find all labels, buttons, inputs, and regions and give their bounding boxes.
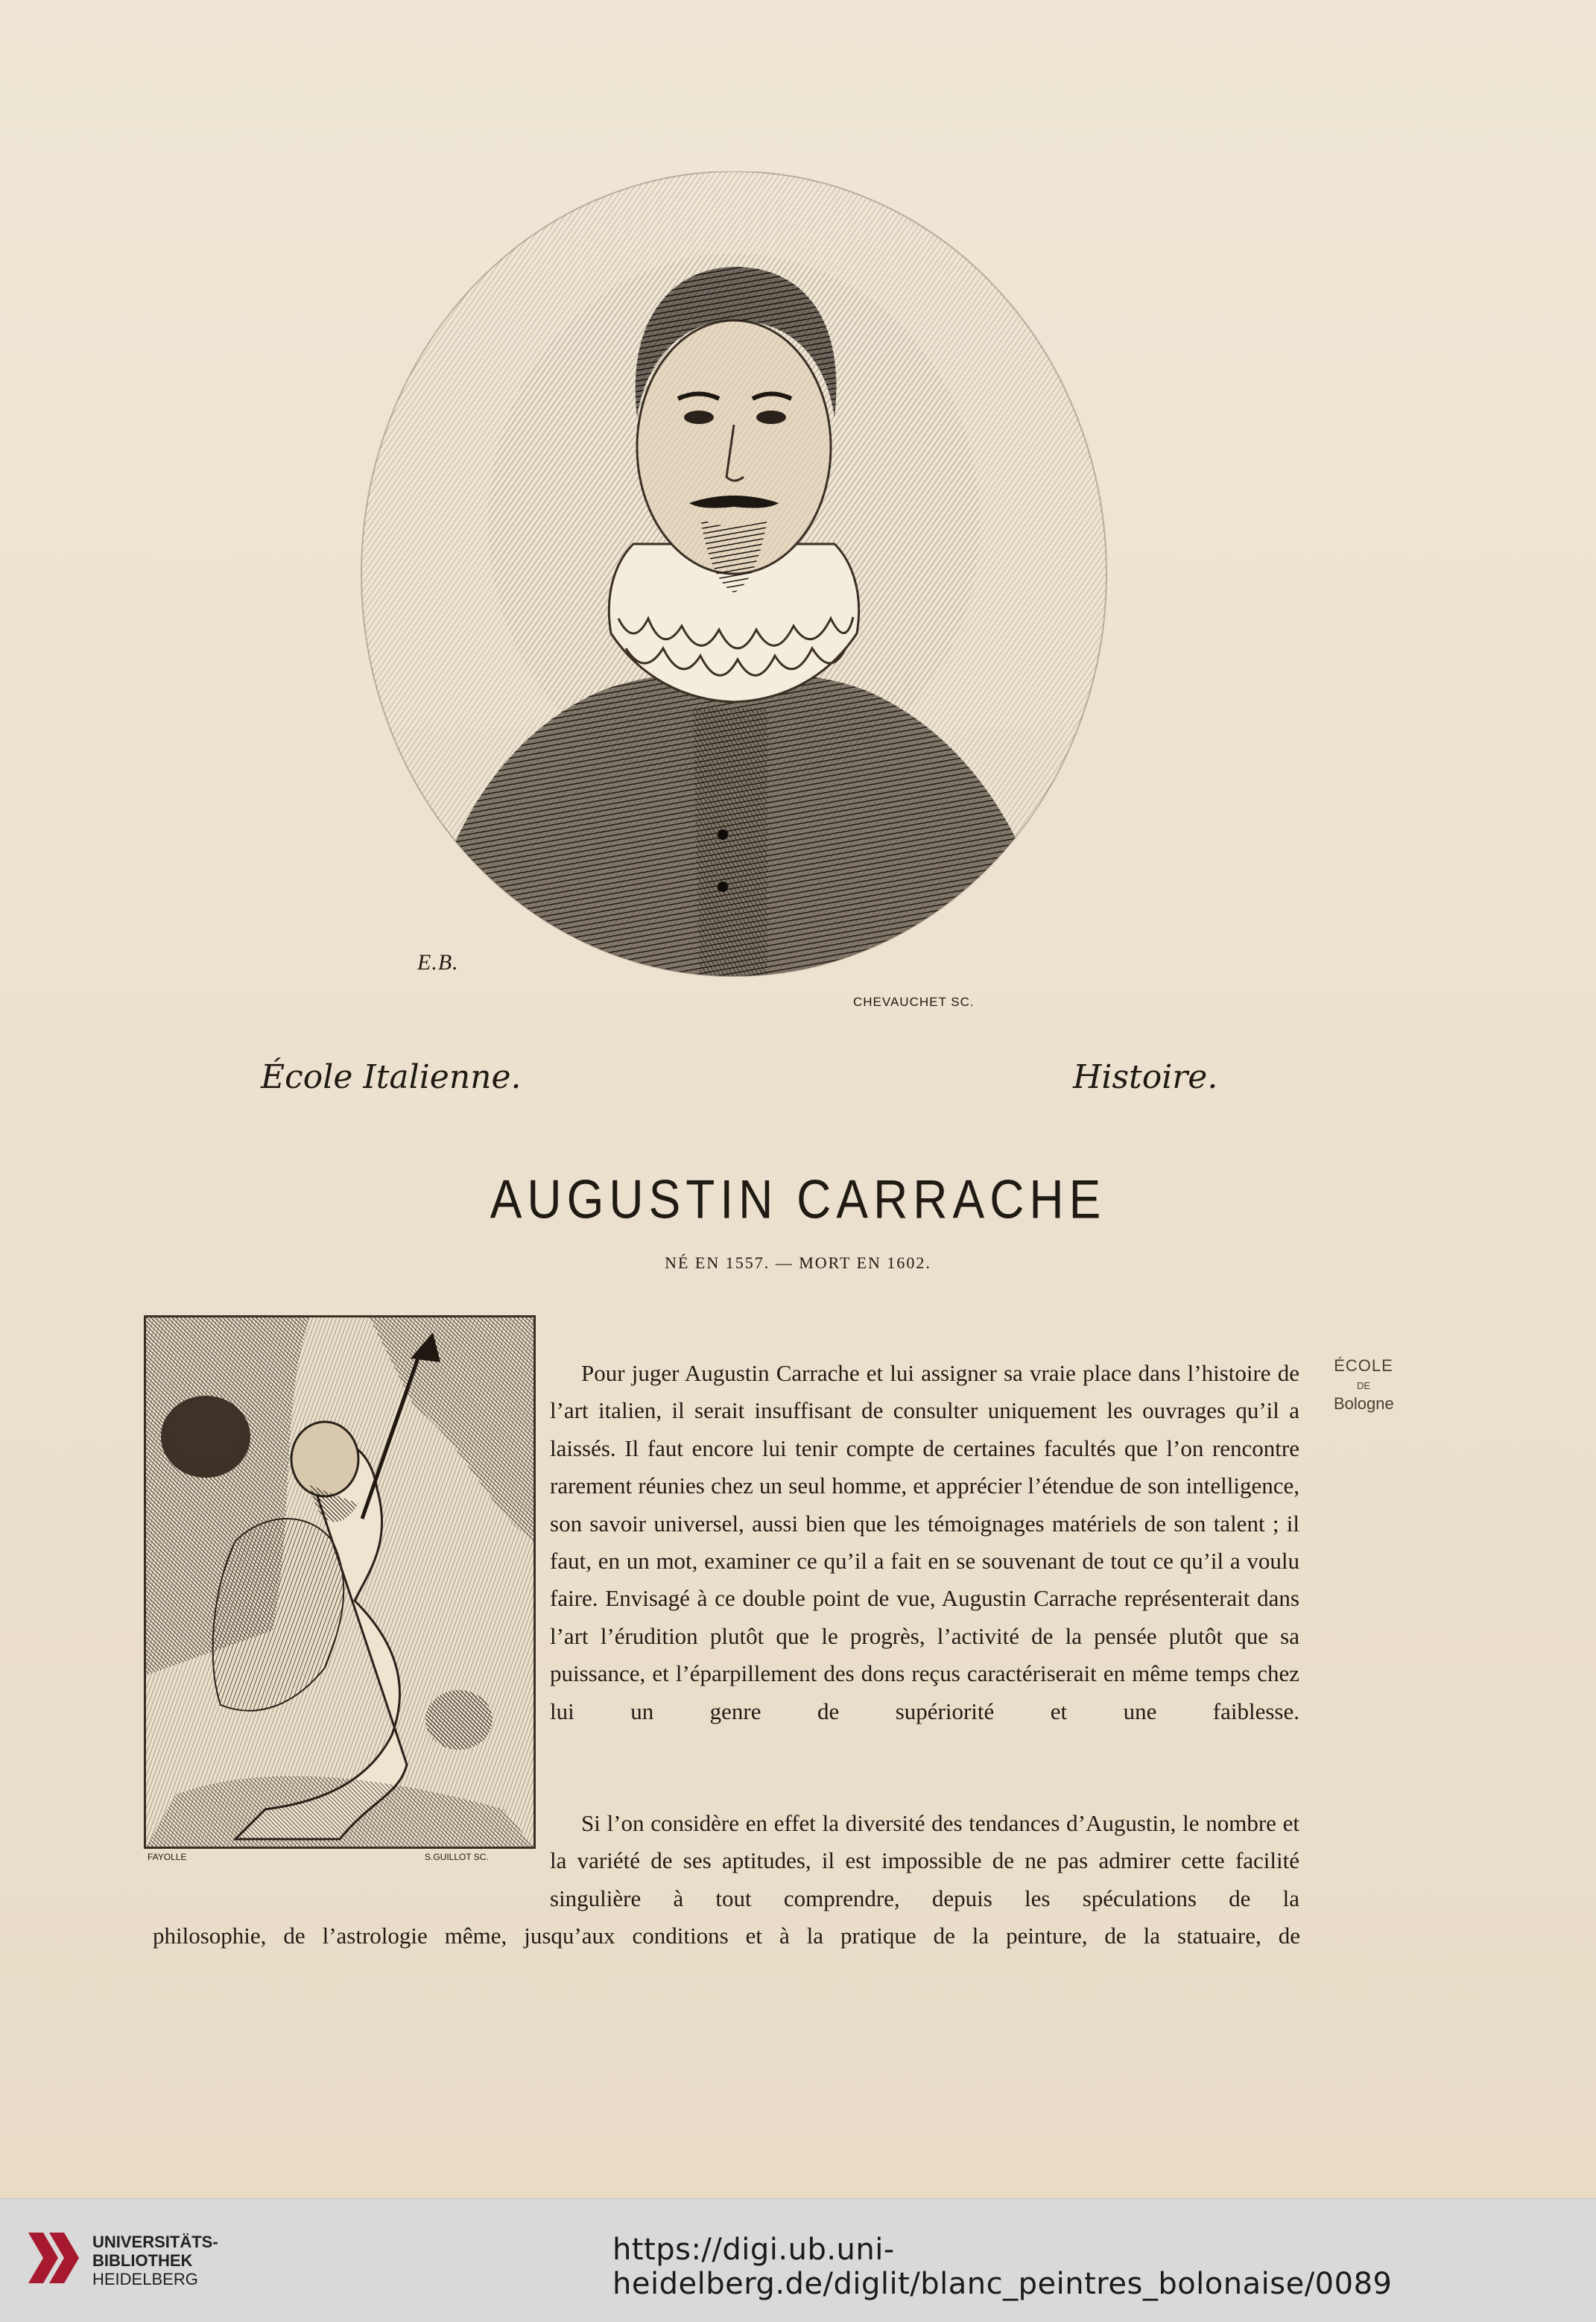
margin-note	[1334, 1356, 1393, 1414]
body-paragraph-2: Si l’on considère en effet la diversité des tendances d’Augustin, le nombre et la variété de ses aptitudes, il est impossible de ne pas admirer cette facilité singulière à tout comprendre, depuis les spéculations de la	[550, 1810, 1299, 1911]
life-dates: NÉ EN 1557. — MORT EN 1602.	[665, 1253, 931, 1272]
school-label: École Italienne.	[261, 1058, 522, 1096]
document-url-link[interactable]: https://digi.ub.uni-heidelberg.de/diglit/blanc_peintres_bolonaise/0089	[612, 2233, 1393, 2301]
portrait-engraver-credit: CHEVAUCHET SC.	[853, 995, 975, 1009]
institution-name-line-2: BIBLIOTHEK	[92, 2251, 193, 2270]
margin-note-line-2: DE	[1356, 1380, 1371, 1391]
institution-name-line-3: HEIDELBERG	[92, 2270, 198, 2288]
institution-name-line-1: UNIVERSITÄTS-	[92, 2233, 218, 2251]
body-paragraph-3: philosophie, de l’astrologie même, jusqu’aux conditions et à la pratique de la peinture, de la statuaire, de	[153, 1923, 1300, 1949]
saint-engraving-illustration	[144, 1315, 536, 1849]
article-title: AUGUSTIN CARRACHE	[490, 1168, 1106, 1230]
margin-note-line-3: Bologne	[1334, 1394, 1394, 1413]
illustration-caption-right: S.GUILLOT SC.	[425, 1852, 489, 1862]
portrait-engraving	[350, 171, 1118, 1006]
body-paragraph-1: Pour juger Augustin Carrache et lui assigner sa vraie place dans l’histoire de l’art italien, il serait insuffisant de consulter uniquement les ouvrages qu’il a laissés. Il faut encore lui tenir compte de certaines facultés que l’on rencontre rarement réunies chez un seul homme, et apprécier l’étendue de son intelligence, son savoir universel, aussi bien que les témoignages matériels de son talent ; il faut, en un mot, examiner ce qu’il a fait en se souvenant de tout ce qu’il a voulu faire. Envisagé à ce double point de vue, Augustin Carrache représenterait dans l’art l’érudition plutôt que le progrès, l’activité de la pensée plutôt que sa puissance, et l’éparpillement des dons reçus caractériserait en même temps chez lui un genre de supériorité et une faiblesse.	[550, 1360, 1299, 1724]
margin-note-line-1: ÉCOLE	[1334, 1356, 1393, 1375]
genre-label: Histoire.	[1073, 1058, 1218, 1096]
portrait-artist-monogram: E.B.	[417, 950, 459, 975]
institution-name	[92, 2233, 218, 2288]
university-logo-icon	[24, 2228, 83, 2292]
illustration-caption-left: FAYOLLE	[148, 1852, 187, 1862]
